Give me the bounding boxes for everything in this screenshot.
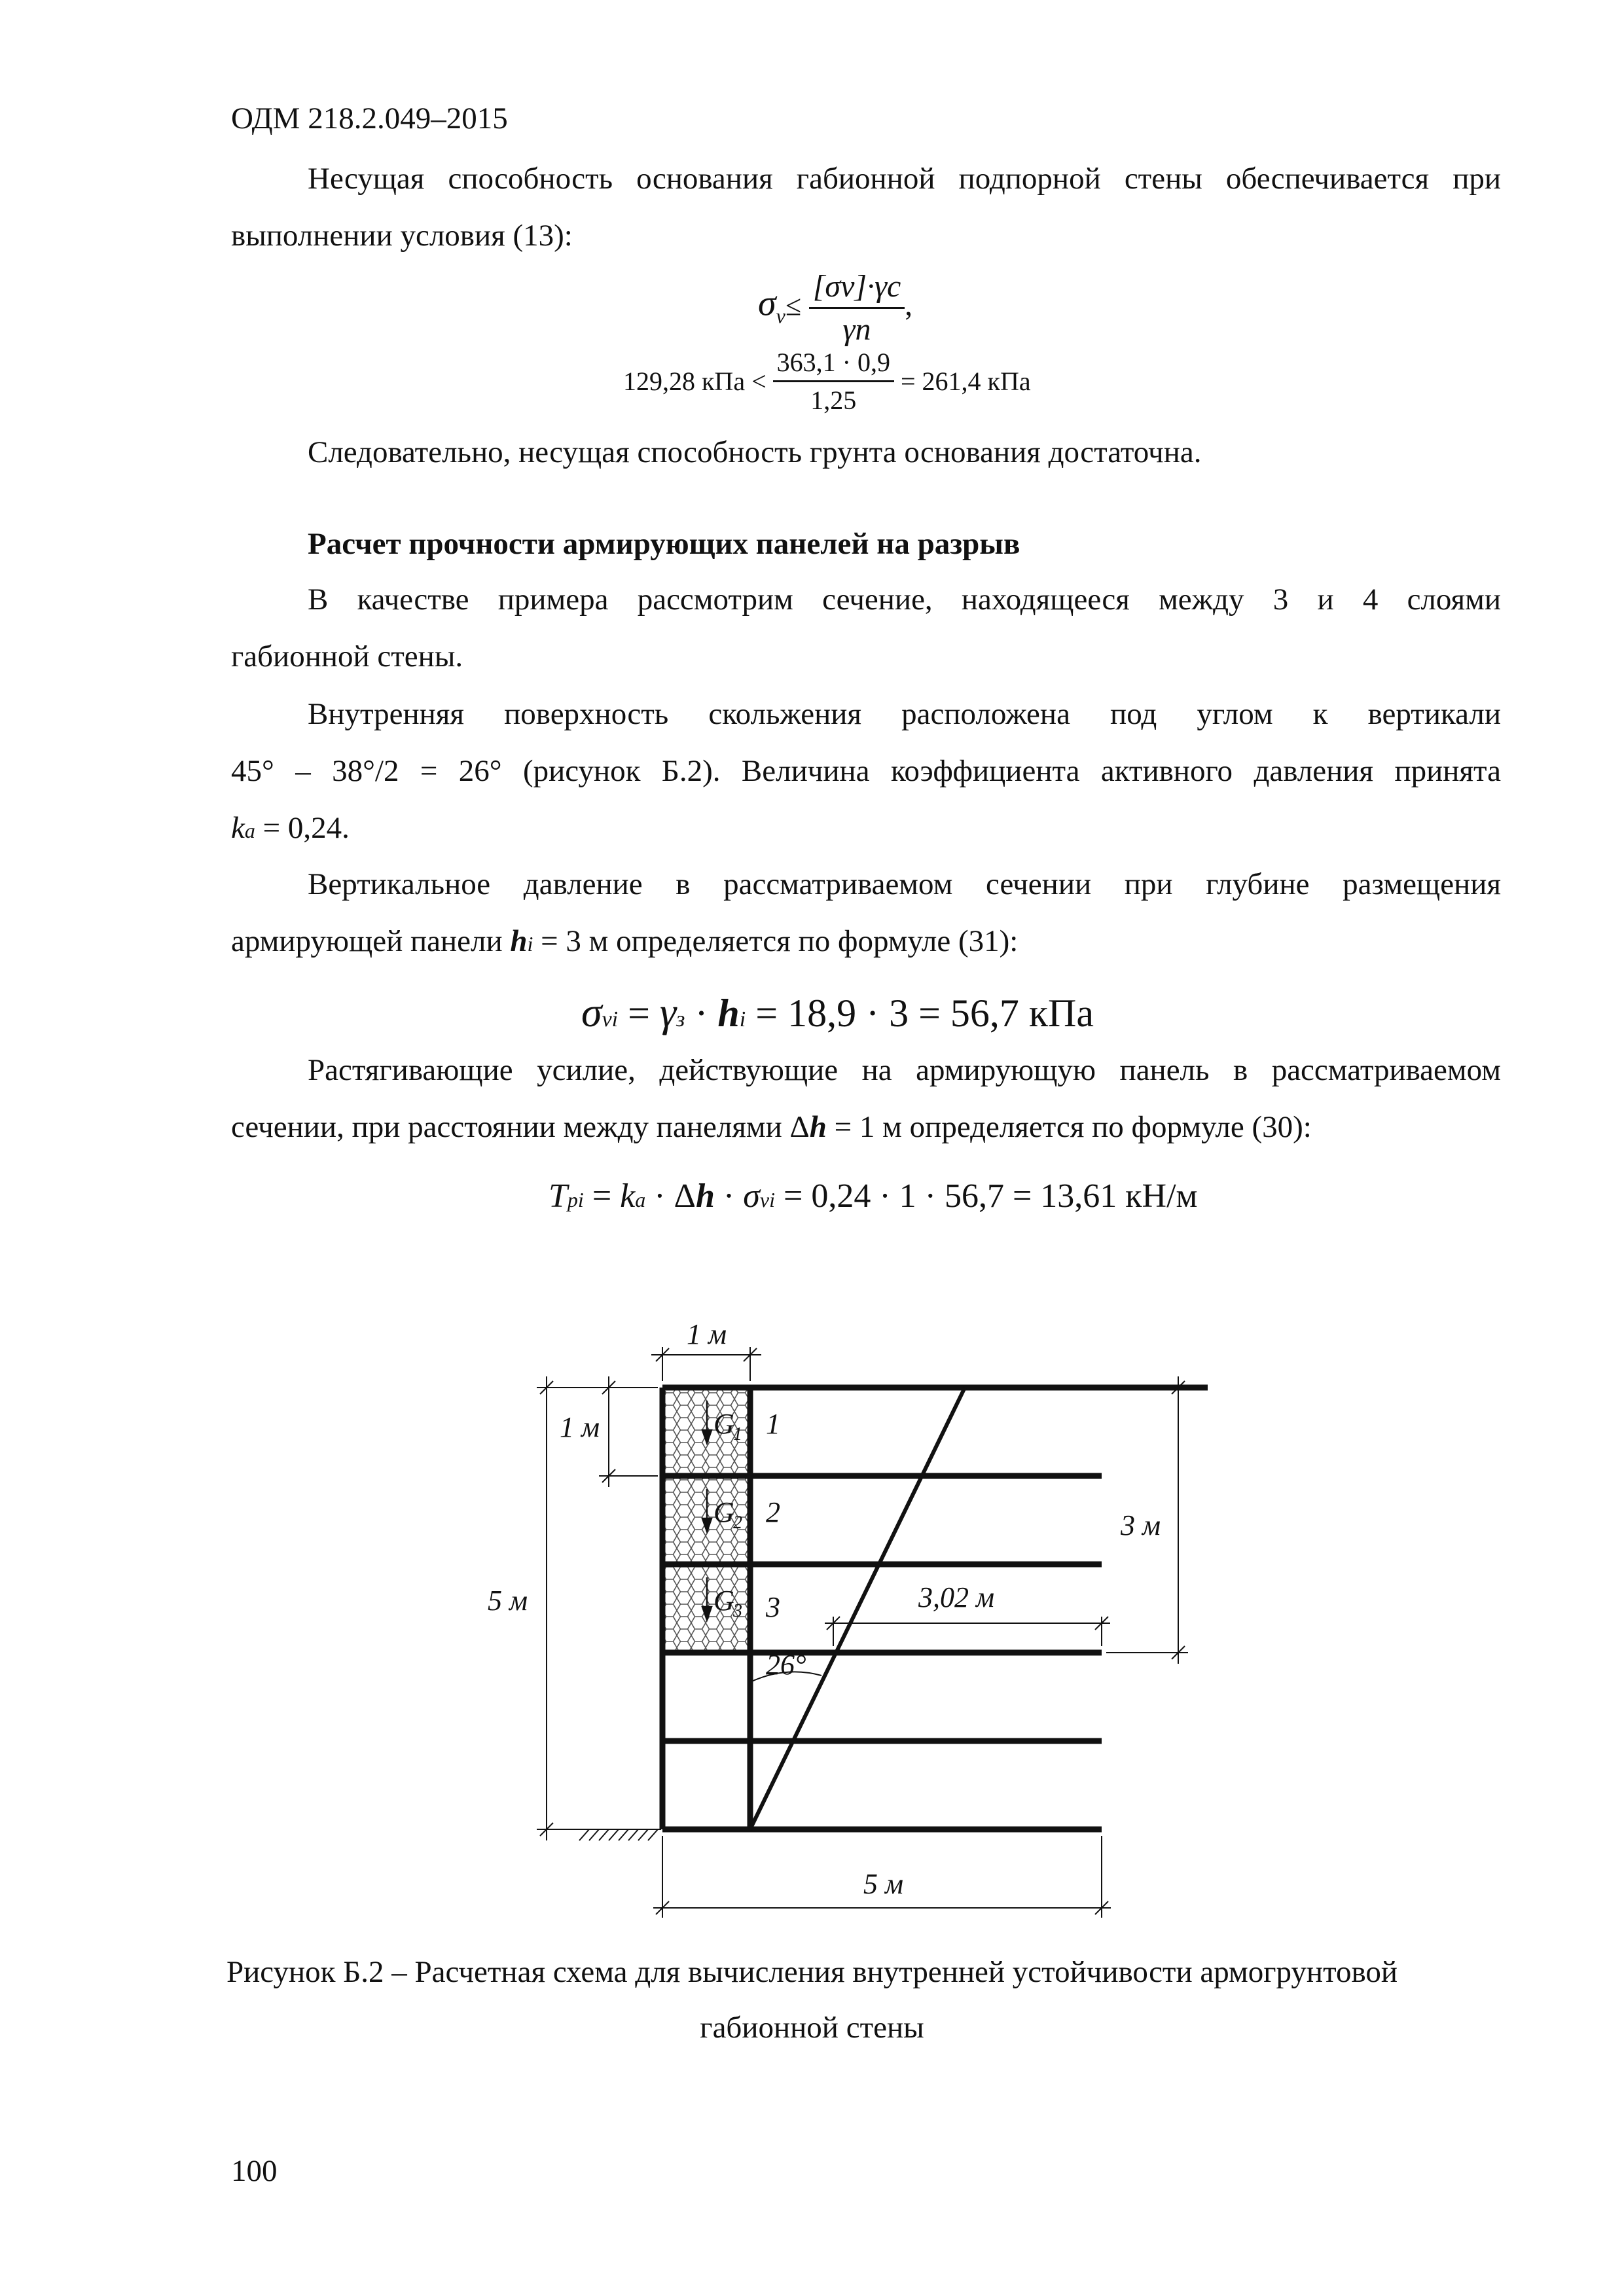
formula-31-h: h [717, 992, 740, 1035]
g2-label: G [713, 1496, 734, 1528]
surface-line-1: Внутренняя поверхность скольжения расположена под углом к вертикали [308, 697, 1501, 731]
tension-line-2-pre: сечении, при расстоянии между панелями Δ [231, 1110, 810, 1144]
dim-left-small-label: 1 м [560, 1411, 600, 1443]
formula-13-sub: v [776, 304, 785, 328]
formula-30-sub-a: a [635, 1188, 646, 1211]
ground-hatching [579, 1829, 661, 1840]
dim-bottom-label: 5 м [863, 1868, 904, 1900]
figure-caption-line-1: Рисунок Б.2 – Расчетная схема для вычисления внутренней устойчивости армогрунтовой [226, 1955, 1398, 1989]
hi-symbol: h [510, 924, 528, 958]
formula-30-rest: = 0,24 · 1 · 56,7 = 13,61 кН/м [775, 1177, 1198, 1215]
formula-30-T: T [549, 1177, 568, 1215]
formula-30-eq: = [583, 1177, 621, 1215]
formula-13-comma: , [905, 288, 913, 323]
figure-caption-line-2: габионной стены [700, 2011, 924, 2045]
formula-numeric-denominator: 1,25 [810, 386, 857, 415]
document-header: ОДМ 218.2.049–2015 [231, 101, 508, 135]
vertical-line-2-post: = 3 м определяется по формуле (31): [533, 924, 1019, 958]
g3-sub: 3 [733, 1601, 742, 1621]
formula-30-dot1: · Δ [645, 1177, 696, 1215]
formula-31-sub-z: з [676, 1007, 685, 1031]
conclusion-text: Следовательно, несущая способность грунта основания достаточна. [308, 435, 1202, 469]
formula-13-denominator: γn [842, 312, 871, 347]
page-number: 100 [231, 2154, 278, 2188]
layer-number-1: 1 [766, 1408, 780, 1440]
vertical-line-2-pre: армирующей панели [231, 924, 511, 958]
dim-top-label: 1 м [687, 1318, 727, 1350]
intro-line-1: Несущая способность основания габионной подпорной стены обеспечивается при [308, 162, 1501, 196]
formula-30-sub-pi: pi [567, 1188, 584, 1211]
formula-30-sigma: σ [743, 1177, 760, 1215]
formula-31-sigma: σ [581, 989, 602, 1035]
formula-31-sub-i: i [739, 1007, 746, 1031]
dim-left-total-label: 5 м [488, 1585, 528, 1617]
vertical-line-1: Вертикальное давление в рассматриваемом сечении при глубине размещения [308, 867, 1501, 901]
g1-sub: 1 [733, 1424, 742, 1444]
angle-label: 26° [766, 1649, 806, 1681]
formula-31-rest: = 18,9 · 3 = 56,7 кПа [746, 992, 1094, 1035]
g3-label: G [713, 1585, 734, 1617]
layer-number-2: 2 [766, 1496, 780, 1528]
g1-label: G [713, 1408, 734, 1440]
hi-subscript: i [527, 932, 533, 956]
formula-30-k: k [620, 1177, 636, 1215]
formula-31-gamma: γ [659, 989, 677, 1035]
g2-sub: 2 [733, 1513, 742, 1533]
intro-line-2: выполнении условия (13): [231, 219, 573, 253]
surface-line-2: 45° – 38°/2 = 26° (рисунок Б.2). Величина коэффициента активного давления принята [231, 754, 1501, 788]
dim-inner-label: 3,02 м [918, 1581, 995, 1613]
example-line-2: габионной стены. [231, 639, 463, 673]
ka-value: = 0,24. [255, 811, 350, 845]
formula-13-numerator: [σv]·γc [809, 268, 905, 309]
formula-30-dot2: · [714, 1177, 744, 1215]
formula-31-eq: = [618, 992, 660, 1035]
delta-h-symbol: h [809, 1110, 827, 1144]
formula-30-h: h [696, 1177, 715, 1215]
tension-line-2-post: = 1 м определяется по формуле (30): [826, 1110, 1312, 1144]
example-line-1: В качестве примера рассмотрим сечение, находящееся между 3 и 4 слоями [308, 583, 1501, 617]
formula-30-sub-vi: vi [759, 1188, 775, 1211]
section-heading: Расчет прочности армирующих панелей на разрыв [308, 527, 1020, 561]
dim-right-label: 3 м [1121, 1509, 1161, 1541]
tension-line-1: Растягивающие усилие, действующие на армирующую панель в рассматриваемом [308, 1053, 1501, 1087]
formula-numeric-right: = 261,4 кПа [900, 367, 1031, 396]
formula-31-sub-vi: vi [602, 1007, 619, 1031]
ka-subscript: a [244, 819, 255, 842]
formula-13-sigma: σ [758, 283, 776, 324]
formula-numeric-numerator: 363,1 · 0,9 [773, 347, 894, 382]
formula-31-dot: · [685, 992, 718, 1035]
formula-numeric-left: 129,28 кПа < [623, 367, 767, 396]
layer-number-3: 3 [766, 1591, 780, 1623]
formula-13-le: ≤ [785, 289, 801, 322]
ka-symbol: k [231, 811, 245, 845]
